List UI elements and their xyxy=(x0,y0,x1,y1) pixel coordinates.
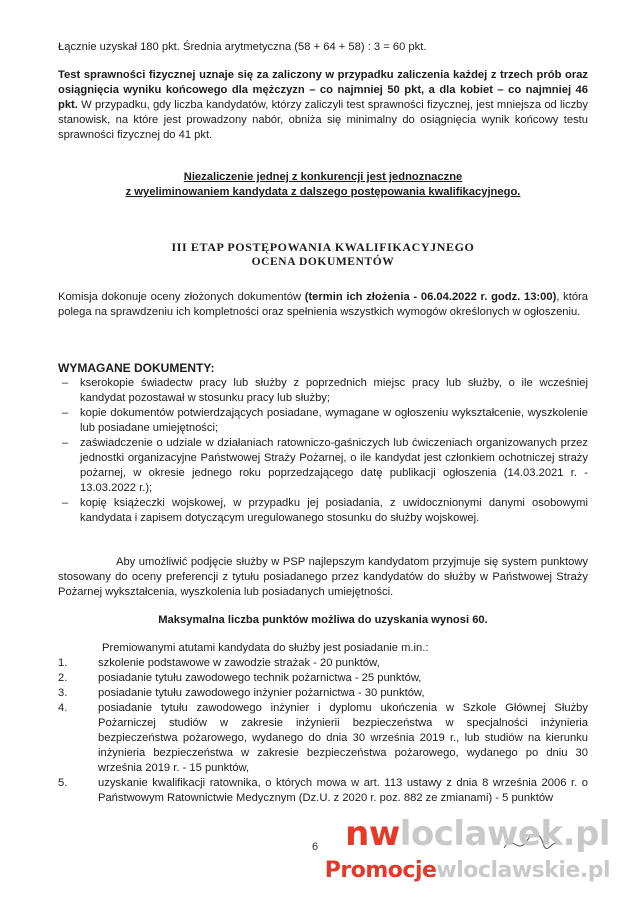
list-item xyxy=(58,686,588,701)
watermark-part-grey: wloclawskie.pl xyxy=(436,858,610,883)
item-text: szkolenie podstawowe w zawodzie strażak - 20 punktów, xyxy=(98,657,380,669)
document-item-text: kserokopie świadectw pracy lub służby z poprzednich miejsc pracy lub służby, o ile wcześniej kandydat pozostawał w stosunku pracy lub służby; xyxy=(80,377,588,404)
item-number: 4. xyxy=(58,702,68,714)
document-evaluation-paragraph xyxy=(58,290,588,320)
document-item-text: zaświadczenie o udziale w działaniach ratowniczo-gaśniczych lub ćwiczeniach organizowanych przez jednostki organizacyjne Państwowej Straży Pożarnej, o ile kandydat jest członkiem ochotniczej straży pożarnej, w okresie jednego roku poprzedzającego datę publikacji ogłoszenia (14.03.2021 r. - 13.03.2022 r.); xyxy=(80,437,588,494)
elimination-warning xyxy=(58,170,588,200)
list-item xyxy=(58,656,588,671)
points-intro: Premiowanymi atutami kandydata do służby jest posiadanie m.in.: xyxy=(102,642,429,654)
document-item-text: kopie dokumentów potwierdzających posiadane, wymagane w ogłoszeniu wykształcenie, wyszkolenie lub posiadane umiejętności; xyxy=(80,407,588,434)
watermark-part-grey: loclawek.pl xyxy=(399,814,610,854)
page-number: 6 xyxy=(312,841,319,853)
list-item: – kserokopie świadectw pracy lub służby z poprzednich miejsc pracy lub służby, o ile wcześniej kandydat pozostawał w stosunku pracy lub służby; xyxy=(62,377,588,404)
list-item: – kopię książeczki wojskowej, w przypadku jej posiadania, z uwidocznionymi danymi osobowymi kandydata i zapisem dotyczącym uregulowanego stosunku do służby wojskowej. xyxy=(62,497,588,524)
item-text: posiadanie tytułu zawodowego inżynier i dyplomu ukończenia w Szkole Głównej Służby Pożarniczej studiów w zakresie inżynierii bezpieczeństwa w specjalności inżynieria bezpieczeństwa pożarowego, wydanego do dnia 30 września 2019 r., lub studiów na kierunku inżynieria bezpieczeństwa w zakresie bezpieczeństwa pożarowego, wydanego po dniu 30 września 2019 r. - 15 punktów, xyxy=(98,702,588,774)
elimination-warning-line-2: z wyeliminowaniem kandydata z dalszego postępowania kwalifikacyjnego. xyxy=(125,186,521,198)
watermark-part-red: nw xyxy=(345,814,400,854)
item-text: posiadanie tytułu zawodowego inżynier pożarnictwa - 30 punktów, xyxy=(98,687,425,699)
points-system-paragraph: Aby umożliwić podjęcie służby w PSP najlepszym kandydatom przyjmuje się system punktowy stosowany do oceny preferencji z tytułu posiadanego przez kandydatów do służby w Państwowej Straży Pożarnej wykształcenia, wyszkolenia lub posiadanych umiejętności. xyxy=(58,556,588,598)
watermark-part-red: Promocje xyxy=(324,858,437,883)
document-item-text: kopię książeczki wojskowej, w przypadku jej posiadania, z uwidocznionymi danymi osobowymi kandydata i zapisem dotyczącym uregulowanego stosunku do służby wojskowej. xyxy=(80,497,588,524)
section-heading-subtitle: OCENA DOKUMENTÓW xyxy=(251,256,395,268)
item-number: 1. xyxy=(58,657,68,669)
max-points-line: Maksymalna liczba punktów możliwa do uzyskania wynosi 60. xyxy=(158,614,488,626)
item-text: posiadanie tytułu zawodowego technik pożarnictwa - 25 punktów, xyxy=(98,672,422,684)
fitness-test-criteria: Test sprawności fizycznej uznaje się za zaliczony w przypadku zaliczenia każdej z trzech prób oraz osiągnięcia wyniku końcowego dla mężczyzn – co najmniej 50 pkt, a dla kobiet – co najmniej 46 pkt. xyxy=(58,69,588,111)
submission-deadline: (termin ich złożenia - 06.04.2022 r. godz. 13:00) xyxy=(304,291,557,303)
list-item: – zaświadczenie o udziale w działaniach ratowniczo-gaśniczych lub ćwiczeniach organizowanych przez jednostki organizacyjne Państwowej Straży Pożarnej, o ile kandydat jest członkiem ochotniczej straży pożarnej, w okresie jednego roku poprzedzającego datę publikacji ogłoszenia (14.03.2021 r. - 13.03.2022 r.); xyxy=(62,437,588,494)
item-number: 5. xyxy=(58,777,68,789)
item-text: uzyskanie kwalifikacji ratownika, o których mowa w art. 113 ustawy z dnia 8 września 2006 r. o Państwowym Ratownictwie Medycznym (Dz.U. z 2020 r. poz. 882 ze zmianami) - 5 punktów xyxy=(98,777,588,804)
section-heading-title: III ETAP POSTĘPOWANIA KWALIFIKACYJNEGO xyxy=(171,240,475,254)
fitness-test-paragraph xyxy=(58,68,588,143)
item-number: 2. xyxy=(58,672,68,684)
watermark-promocje xyxy=(325,858,610,884)
list-item xyxy=(58,776,588,806)
elimination-warning-line-1: Niezaliczenie jednej z konkurencji jest jednoznaczne xyxy=(183,171,463,183)
required-documents-title: WYMAGANE DOKUMENTY: xyxy=(58,361,215,375)
watermark-nwloclawek xyxy=(345,816,610,852)
item-number: 3. xyxy=(58,687,68,699)
list-item xyxy=(58,671,588,686)
list-item xyxy=(58,701,588,776)
fitness-test-exception: W przypadku, gdy liczba kandydatów, którzy zaliczyli test sprawności fizycznej, jest mniejsza od liczby stanowisk, na które jest prowadzony nabór, obniża się minimalny do osiągnięcia wynik końcowy testu sprawności fizycznej do 41 pkt. xyxy=(58,99,589,141)
result-line: Łącznie uzyskał 180 pkt. Średnia arytmetyczna (58 + 64 + 58) : 3 = 60 pkt. xyxy=(58,41,427,53)
points-list xyxy=(58,656,588,806)
required-documents-list xyxy=(58,376,588,526)
evaluation-text-a: Komisja dokonuje oceny złożonych dokumentów xyxy=(58,291,305,303)
list-item: – kopie dokumentów potwierdzających posiadane, wymagane w ogłoszeniu wykształcenie, wyszkolenie lub posiadane umiejętności; xyxy=(62,407,588,434)
section-heading xyxy=(58,240,588,270)
evaluation-text-b: , która polega na sprawdzeniu ich kompletności oraz spełnienia wszystkich wymogów określonych w ogłoszeniu. xyxy=(58,291,589,318)
